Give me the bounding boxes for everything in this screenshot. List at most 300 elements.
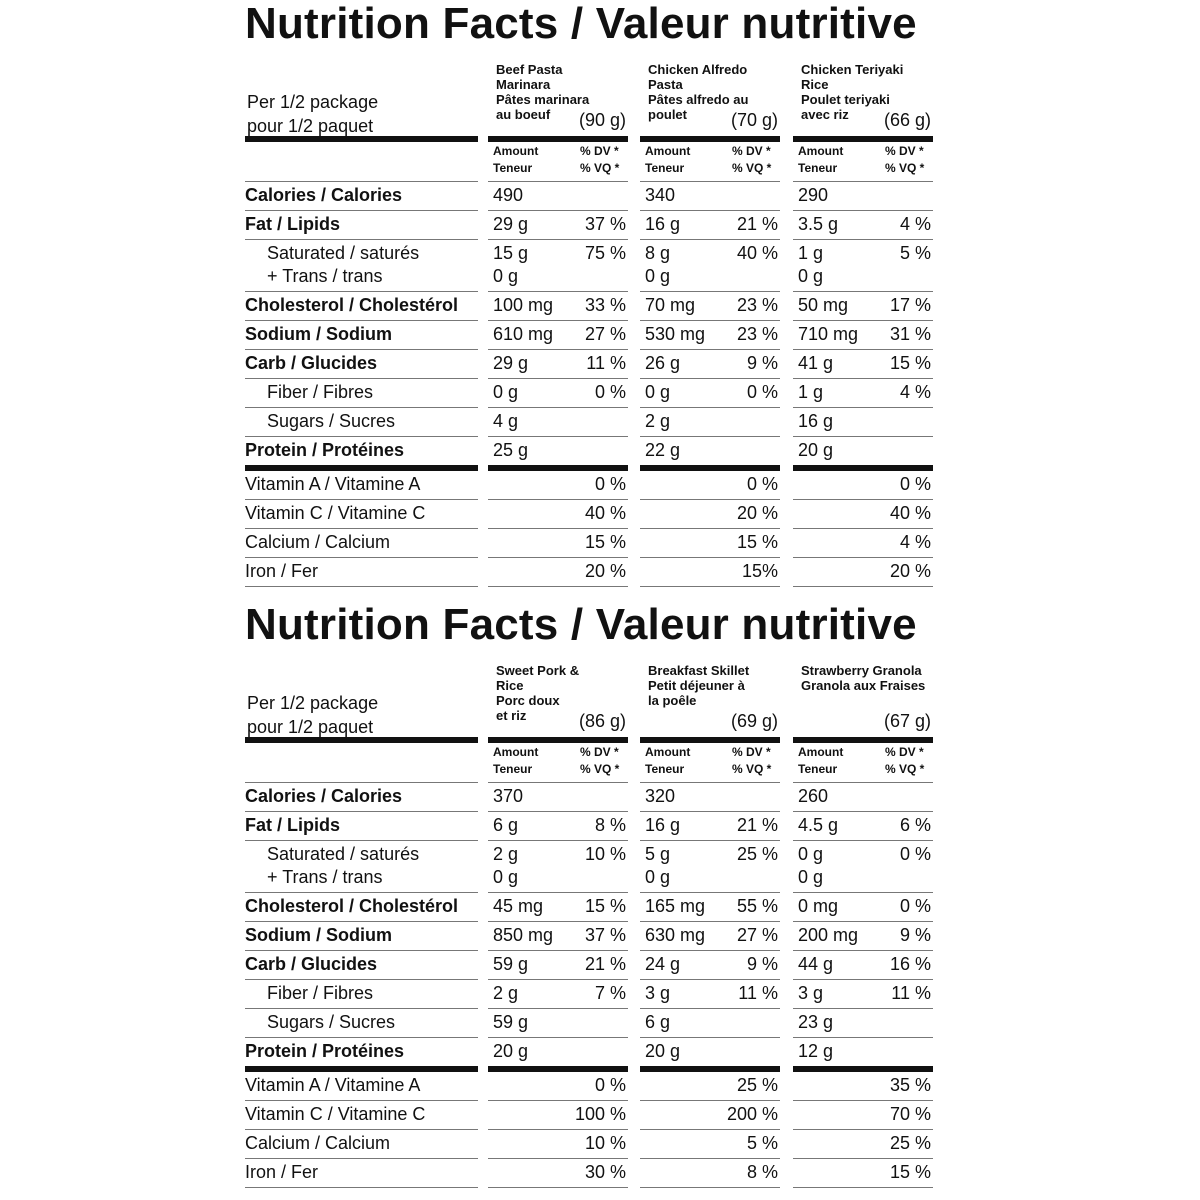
nutrient-daily-value: 21 % [736,815,778,835]
dv-label-fr: % VQ * [885,161,925,175]
row-rule [488,979,628,980]
row-rule [245,557,478,558]
protein-rule [640,465,780,471]
nutrient-label: Calcium / Calcium [245,532,391,552]
nutrient-daily-value: 9 % [746,353,778,373]
row-rule [488,1037,628,1038]
product-name-line: poulet [648,107,687,122]
row-rule [488,950,628,951]
serving-size [247,691,378,739]
header-rule [640,136,780,142]
nutrient-amount: 4.5 g [798,815,839,835]
row-rule [793,586,933,587]
serving-line-fr: pour 1/2 paquet [247,116,374,136]
vitamin-daily-value: 5 % [746,1133,778,1153]
nutrient-daily-value: 6 % [899,815,931,835]
row-rule [488,892,628,893]
amount-header [493,143,538,177]
vitamin-daily-value: 200 % [726,1104,778,1124]
row-rule [793,1129,933,1130]
nutrient-daily-value: 11 % [586,353,626,373]
header-rule [640,737,780,743]
vitamin-daily-value: 4 % [899,532,931,552]
vitamin-daily-value: 15 % [584,532,626,552]
nutrient-daily-value: 31 % [889,324,931,344]
nutrient-label: Fat / Lipids [245,815,341,835]
nutrient-label: Fiber / Fibres [267,382,374,402]
dv-header [885,143,924,177]
nutrient-amount: 630 mg [645,925,706,945]
dv-label-en: % DV * [885,745,924,759]
panel-title: Nutrition Facts / Valeur nutritive [245,600,917,649]
row-rule [488,210,628,211]
product-weight: (69 g) [730,711,778,731]
amount-header [798,143,843,177]
row-rule [640,950,780,951]
nutrition-panel [245,601,935,1191]
row-rule [640,1008,780,1009]
vitamin-daily-value: 15% [741,561,778,581]
row-rule [640,210,780,211]
nutrient-amount: 44 g [798,954,834,974]
nutrient-daily-value: 11 % [891,983,931,1003]
row-rule [640,557,780,558]
row-rule [793,239,933,240]
row-rule [488,586,628,587]
dv-label-fr: % VQ * [732,161,772,175]
row-rule [793,979,933,980]
row-rule [488,378,628,379]
row-rule [245,1129,478,1130]
nutrient-daily-value: 37 % [584,214,626,234]
row-rule [245,586,478,587]
nutrient-amount: 320 [645,786,676,806]
row-rule [245,979,478,980]
header-rule [793,737,933,743]
nutrient-amount: 29 g [493,214,529,234]
nutrient-label: Iron / Fer [245,1162,319,1182]
nutrient-daily-value: 11 % [738,983,778,1003]
row-rule [245,840,478,841]
row-rule [793,499,933,500]
product-name-line: Poulet teriyaki [801,92,890,107]
product-name [648,663,788,708]
nutrient-amount: 0 g [645,382,671,402]
nutrient-amount: 0 g [798,844,824,864]
nutrient-amount: 41 g [798,353,834,373]
dv-header [732,744,771,778]
product-name-line: Rice [801,77,829,92]
amount-header [645,744,690,778]
protein-rule [488,1066,628,1072]
nutrient-amount: 0 g [493,867,519,887]
serving-line-en: Per 1/2 package [247,693,379,713]
nutrient-amount: 20 g [645,1041,681,1061]
header-rule [488,737,628,743]
row-rule [488,1100,628,1101]
row-rule [488,499,628,500]
product-name-line: Pâtes marinara [496,92,590,107]
product-name-line: au boeuf [496,107,551,122]
nutrient-amount: 370 [493,786,524,806]
protein-rule [793,1066,933,1072]
nutrient-amount: 0 g [798,266,824,286]
nutrient-amount: 260 [798,786,829,806]
dv-label-en: % DV * [580,144,619,158]
nutrient-amount: 3.5 g [798,214,839,234]
nutrient-label: Iron / Fer [245,561,319,581]
nutrient-amount: 50 mg [798,295,849,315]
vitamin-daily-value: 25 % [736,1075,778,1095]
product-name-line: Chicken Teriyaki [801,62,904,77]
row-rule [640,921,780,922]
row-rule [640,1037,780,1038]
header-rule [245,136,478,142]
row-rule [245,950,478,951]
row-rule [245,528,478,529]
nutrient-amount: 710 mg [798,324,859,344]
nutrient-daily-value: 7 % [594,983,626,1003]
nutrient-daily-value: 9 % [899,925,931,945]
nutrient-daily-value: 4 % [899,382,931,402]
nutrient-label: Carb / Glucides [245,353,378,373]
nutrient-amount: 3 g [798,983,824,1003]
nutrient-daily-value: 4 % [899,214,931,234]
nutrient-label: Vitamin A / Vitamine A [245,474,421,494]
amount-header [798,744,843,778]
row-rule [793,811,933,812]
row-rule [640,528,780,529]
row-rule [640,378,780,379]
vitamin-daily-value: 0 % [746,474,778,494]
nutrient-label: Cholesterol / Cholestérol [245,295,459,315]
vitamin-daily-value: 0 % [594,474,626,494]
product-name-line: la poêle [648,693,697,708]
nutrient-amount: 20 g [798,440,834,460]
nutrient-label: Cholesterol / Cholestérol [245,896,459,916]
nutrient-amount: 15 g [493,243,529,263]
protein-rule [793,465,933,471]
row-rule [245,1158,478,1159]
nutrient-amount: 5 g [645,844,671,864]
row-rule [488,320,628,321]
nutrient-amount: 165 mg [645,896,706,916]
product-weight: (86 g) [578,711,626,731]
nutrient-label: Fat / Lipids [245,214,341,234]
nutrient-daily-value: 23 % [736,295,778,315]
vitamin-daily-value: 8 % [746,1162,778,1182]
nutrient-amount: 2 g [645,411,671,431]
nutrient-amount: 23 g [798,1012,834,1032]
nutrient-daily-value: 16 % [889,954,931,974]
row-rule [793,892,933,893]
vitamin-daily-value: 0 % [594,1075,626,1095]
row-rule [245,1008,478,1009]
nutrient-amount: 0 g [645,867,671,887]
nutrient-amount: 290 [798,185,829,205]
nutrient-label: Calcium / Calcium [245,1133,391,1153]
product-name-line: Chicken Alfredo [648,62,748,77]
row-rule [245,320,478,321]
row-rule [793,291,933,292]
serving-size [247,90,378,138]
nutrient-daily-value: 25 % [736,844,778,864]
nutrient-amount: 22 g [645,440,681,460]
nutrient-amount: 25 g [493,440,529,460]
nutrient-label: + Trans / trans [267,266,383,286]
nutrient-amount: 2 g [493,983,519,1003]
row-rule [640,499,780,500]
vitamin-daily-value: 10 % [584,1133,626,1153]
protein-rule [640,1066,780,1072]
product-name-line: Strawberry Granola [801,663,922,678]
amount-label-en: Amount [798,144,844,158]
nutrient-daily-value: 10 % [584,844,626,864]
protein-rule [245,1066,478,1072]
row-rule [488,1158,628,1159]
nutrient-daily-value: 8 % [594,815,626,835]
nutrient-amount: 20 g [493,1041,529,1061]
header-rule [245,737,478,743]
row-rule [488,349,628,350]
row-rule [640,979,780,980]
amount-label-en: Amount [493,144,539,158]
nutrient-label: Saturated / saturés [267,844,420,864]
dv-label-en: % DV * [732,144,771,158]
row-rule [488,1129,628,1130]
row-rule [640,349,780,350]
nutrient-daily-value: 27 % [584,324,626,344]
product-name-line: et riz [496,708,527,723]
nutrient-amount: 0 g [645,266,671,286]
nutrient-amount: 0 g [493,382,519,402]
nutrient-label: Sodium / Sodium [245,324,392,344]
nutrient-daily-value: 21 % [584,954,626,974]
vitamin-daily-value: 40 % [889,503,931,523]
nutrient-label: Saturated / saturés [267,243,420,263]
amount-label-fr: Teneur [493,161,533,175]
dv-header [580,744,619,778]
product-weight: (66 g) [883,110,931,130]
dv-header [732,143,771,177]
nutrient-label: Protein / Protéines [245,1041,405,1061]
nutrient-amount: 70 mg [645,295,696,315]
row-rule [245,782,478,783]
row-rule [793,436,933,437]
vitamin-daily-value: 20 % [584,561,626,581]
row-rule [640,586,780,587]
nutrient-amount: 850 mg [493,925,554,945]
row-rule [488,1187,628,1188]
row-rule [488,239,628,240]
row-rule [245,1037,478,1038]
row-rule [488,407,628,408]
nutrient-amount: 100 mg [493,295,554,315]
row-rule [245,239,478,240]
row-rule [640,892,780,893]
product-name-line: Sweet Pork & [496,663,580,678]
amount-header [493,744,538,778]
row-rule [793,950,933,951]
row-rule [488,528,628,529]
protein-rule [488,465,628,471]
nutrient-amount: 6 g [645,1012,671,1032]
amount-label-fr: Teneur [798,762,838,776]
amount-label-en: Amount [645,144,691,158]
vitamin-daily-value: 70 % [889,1104,931,1124]
nutrition-panel [245,0,935,590]
nutrient-label: Vitamin A / Vitamine A [245,1075,421,1095]
row-rule [640,1100,780,1101]
nutrient-label: Protein / Protéines [245,440,405,460]
row-rule [793,210,933,211]
nutrient-amount: 16 g [645,214,681,234]
product-name [801,663,941,693]
nutrient-amount: 59 g [493,954,529,974]
row-rule [245,291,478,292]
row-rule [245,892,478,893]
vitamin-daily-value: 100 % [574,1104,626,1124]
amount-label-fr: Teneur [645,762,685,776]
nutrient-daily-value: 37 % [584,925,626,945]
dv-header [580,143,619,177]
protein-rule [245,465,478,471]
amount-label-en: Amount [493,745,539,759]
row-rule [793,181,933,182]
nutrient-label: Vitamin C / Vitamine C [245,1104,426,1124]
product-name-line: Granola aux Fraises [801,678,926,693]
nutrient-daily-value: 23 % [736,324,778,344]
nutrient-amount: 8 g [645,243,671,263]
nutrient-amount: 3 g [645,983,671,1003]
row-rule [793,1158,933,1159]
nutrient-amount: 0 g [493,266,519,286]
nutrient-amount: 16 g [645,815,681,835]
nutrient-daily-value: 0 % [594,382,626,402]
row-rule [245,1187,478,1188]
nutrient-label: Vitamin C / Vitamine C [245,503,426,523]
nutrient-amount: 59 g [493,1012,529,1032]
nutrient-daily-value: 21 % [736,214,778,234]
row-rule [640,811,780,812]
product-weight: (90 g) [578,110,626,130]
dv-label-fr: % VQ * [885,762,925,776]
nutrient-label: Sodium / Sodium [245,925,392,945]
nutrient-amount: 24 g [645,954,681,974]
row-rule [245,210,478,211]
nutrient-amount: 16 g [798,411,834,431]
product-name-line: avec riz [801,107,849,122]
nutrient-label: Carb / Glucides [245,954,378,974]
row-rule [640,1187,780,1188]
dv-header [885,744,924,778]
vitamin-daily-value: 20 % [736,503,778,523]
amount-header [645,143,690,177]
row-rule [245,811,478,812]
row-rule [245,499,478,500]
nutrient-amount: 340 [645,185,676,205]
product-name-line: Porc doux [496,693,560,708]
nutrient-amount: 530 mg [645,324,706,344]
header-rule [488,136,628,142]
vitamin-daily-value: 0 % [899,474,931,494]
nutrient-amount: 1 g [798,243,824,263]
row-rule [793,349,933,350]
dv-label-fr: % VQ * [580,762,620,776]
nutrient-daily-value: 15 % [584,896,626,916]
nutrient-amount: 29 g [493,353,529,373]
nutrient-amount: 490 [493,185,524,205]
row-rule [793,1037,933,1038]
vitamin-daily-value: 35 % [889,1075,931,1095]
row-rule [793,1100,933,1101]
row-rule [488,181,628,182]
row-rule [245,407,478,408]
row-rule [793,320,933,321]
nutrient-daily-value: 75 % [584,243,626,263]
row-rule [793,407,933,408]
row-rule [640,1158,780,1159]
row-rule [488,811,628,812]
row-rule [640,782,780,783]
row-rule [640,436,780,437]
nutrient-daily-value: 15 % [889,353,931,373]
product-name-line: Pâtes alfredo au [648,92,749,107]
row-rule [245,181,478,182]
row-rule [793,557,933,558]
row-rule [640,407,780,408]
product-name-line: Petit déjeuner à [648,678,745,693]
vitamin-daily-value: 30 % [584,1162,626,1182]
product-name-line: Marinara [496,77,551,92]
vitamin-daily-value: 15 % [889,1162,931,1182]
row-rule [640,320,780,321]
serving-line-en: Per 1/2 package [247,92,379,112]
nutrient-amount: 2 g [493,844,519,864]
nutrient-amount: 0 g [798,867,824,887]
nutrient-amount: 200 mg [798,925,859,945]
row-rule [793,1008,933,1009]
vitamin-daily-value: 20 % [889,561,931,581]
nutrient-label: + Trans / trans [267,867,383,887]
nutrient-label: Calories / Calories [245,185,403,205]
nutrient-daily-value: 40 % [736,243,778,263]
product-name-line: Pasta [648,77,683,92]
nutrient-label: Sugars / Sucres [267,1012,396,1032]
vitamin-daily-value: 25 % [889,1133,931,1153]
row-rule [245,349,478,350]
nutrient-amount: 1 g [798,382,824,402]
row-rule [488,436,628,437]
nutrient-label: Calories / Calories [245,786,403,806]
dv-label-fr: % VQ * [732,762,772,776]
nutrient-label: Sugars / Sucres [267,411,396,431]
nutrient-daily-value: 0 % [899,896,931,916]
nutrient-daily-value: 0 % [899,844,931,864]
nutrient-amount: 26 g [645,353,681,373]
amount-label-fr: Teneur [645,161,685,175]
row-rule [245,921,478,922]
vitamin-daily-value: 15 % [736,532,778,552]
row-rule [793,921,933,922]
row-rule [793,528,933,529]
row-rule [793,782,933,783]
row-rule [793,840,933,841]
row-rule [640,840,780,841]
nutrient-amount: 4 g [493,411,519,431]
dv-label-en: % DV * [732,745,771,759]
row-rule [488,782,628,783]
